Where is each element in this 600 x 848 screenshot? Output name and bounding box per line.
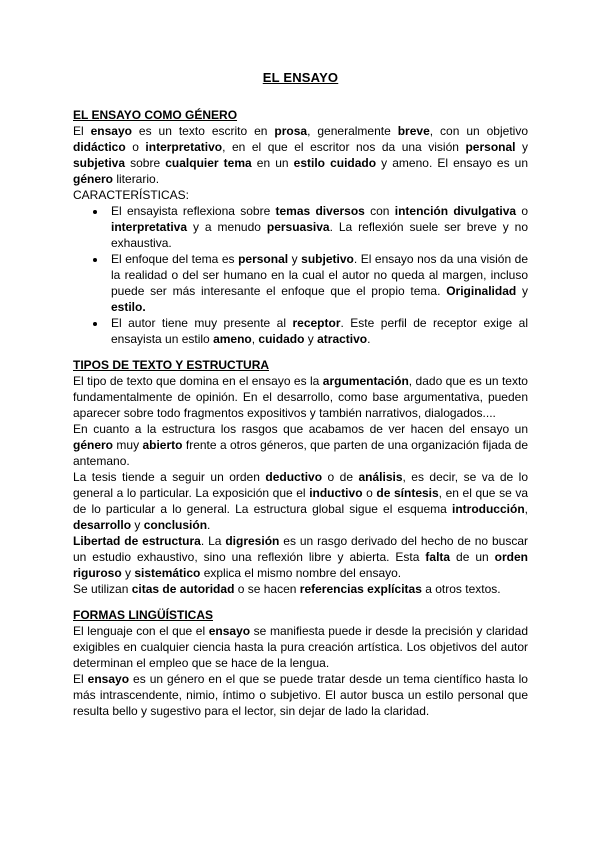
text-run: . El ensayo nos da una visión de la realidad o del ser humano en la cual el autor no queda al margen, incluso puede ser más interesante el enfoque que el propio tema. (111, 252, 529, 298)
text-run: o (516, 204, 528, 218)
paragraph (73, 123, 528, 187)
bold-term: introducción (451, 502, 525, 516)
text-run: y (516, 284, 528, 298)
bold-term: interpretativa (111, 220, 188, 234)
bold-term: cuidado (258, 332, 305, 346)
bold-term: deductivo (265, 470, 323, 484)
text-run: En cuanto a la estructura los rasgos que acabamos de ver hacen del ensayo un (73, 422, 528, 436)
text-run: es un texto escrito en (131, 124, 275, 138)
section-structure (73, 357, 528, 597)
bold-term: análisis (358, 470, 403, 484)
text-run: o se hacen (234, 582, 300, 596)
text-run: y ameno. El ensayo es un (376, 156, 529, 170)
section-heading: EL ENSAYO COMO GÉNERO (73, 108, 238, 122)
text-run: y (515, 140, 529, 154)
text-run: El (73, 124, 91, 138)
text-run: sobre (125, 156, 166, 170)
text-run: El lenguaje con el que el (73, 624, 209, 638)
bold-term: persuasiva (266, 220, 330, 234)
text-run: . (367, 332, 371, 346)
text-run: , en el que el escritor nos da una visión (222, 140, 466, 154)
section-heading: FORMAS LINGÜÍSTICAS (73, 608, 213, 622)
bold-term: abierto (142, 438, 183, 452)
bold-term: ensayo (208, 624, 251, 638)
section-genre (73, 107, 528, 347)
bold-term: atractivo (317, 332, 368, 346)
paragraph (73, 671, 528, 719)
section-heading: TIPOS DE TEXTO Y ESTRUCTURA (73, 358, 270, 372)
characteristics-label: CARACTERÍSTICAS: (73, 188, 190, 202)
bold-term: género (73, 172, 114, 186)
bold-term: argumentación (322, 374, 409, 388)
text-run: y a menudo (187, 220, 267, 234)
document-page (73, 70, 528, 719)
bold-term: cualquier tema (165, 156, 252, 170)
text-run: o (125, 140, 146, 154)
text-run: y (304, 332, 318, 346)
bold-term: subjetiva (73, 156, 126, 170)
bold-term: citas de autoridad (131, 582, 235, 596)
text-run: Se utilizan (73, 582, 132, 596)
text-run: El enfoque del tema es (111, 252, 239, 266)
bold-term: interpretativo (145, 140, 223, 154)
paragraph (73, 533, 528, 581)
bold-term: personal (465, 140, 516, 154)
bold-term: digresión (225, 534, 280, 548)
bold-term: de síntesis (376, 486, 439, 500)
text-run: , dado que es un texto fundamentalmente de opinión. En el desarrollo, como base argumentativa, pueden aparecer sobre todo fragmentos expositivos y también narrativos, dialogados.... (73, 374, 528, 420)
bold-term: ameno (213, 332, 252, 346)
text-run: se manifiesta puede ir desde la precisión y claridad exigibles en cualquier ciencia hasta la pura creación artística. Los objetivos del autor determinan el empleo que se hace de la lengua. (73, 624, 528, 670)
bold-term: Libertad de estructura (73, 534, 201, 548)
bold-term: intención divulgativa (394, 204, 517, 218)
document-title: EL ENSAYO (262, 70, 339, 85)
text-run: El tipo de texto que domina en el ensayo es la (73, 374, 323, 388)
bold-term: Originalidad (446, 284, 517, 298)
bold-term: sistemático (134, 566, 201, 580)
list-item (107, 315, 528, 347)
bold-term: didáctico (73, 140, 126, 154)
bold-term: prosa (274, 124, 308, 138)
text-run: El autor tiene muy presente al (111, 316, 293, 330)
paragraph (73, 623, 528, 671)
list-item (107, 203, 528, 251)
text-run: y (131, 518, 144, 532)
text-run: . La reflexión suele ser breve y no exhaustiva. (111, 220, 528, 250)
bold-term: estilo. (111, 300, 146, 314)
bold-term: ensayo (90, 124, 132, 138)
bold-term: falta (425, 550, 451, 564)
bold-term: orden riguroso (73, 550, 528, 580)
paragraph (73, 581, 528, 597)
text-run: El (73, 672, 88, 686)
text-run: o de (322, 470, 359, 484)
bold-term: personal (238, 252, 289, 266)
section-language (73, 607, 528, 719)
text-run: , con un objetivo (429, 124, 528, 138)
text-run: a otros textos. (421, 582, 501, 596)
bold-term: ensayo (87, 672, 130, 686)
text-run: y (121, 566, 135, 580)
bold-term: género (73, 438, 114, 452)
text-run: , en el que se va de lo particular a lo general. La estructura global sigue el esquema (73, 486, 529, 516)
text-run: , (524, 502, 528, 516)
bold-term: receptor (292, 316, 341, 330)
text-run: muy (113, 438, 143, 452)
text-run: La tesis tiende a seguir un orden (73, 470, 266, 484)
text-run: . (207, 518, 211, 532)
text-run: , generalmente (307, 124, 398, 138)
bold-term: estilo cuidado (293, 156, 377, 170)
text-run: El ensayista reflexiona sobre (111, 204, 276, 218)
text-run: en un (251, 156, 294, 170)
text-run: , es decir, se va de lo general a lo particular. La exposición que el (73, 470, 529, 500)
text-run: y (288, 252, 302, 266)
paragraph (73, 373, 528, 421)
bold-term: conclusión (143, 518, 208, 532)
paragraph (73, 469, 528, 533)
text-run: es un género en el que se puede tratar desde un tema científico hasta lo más intrascendente, nimio, íntimo o subjetivo. El autor busca un estilo personal que resulta bello y sugestivo para el lector, sin dejar de lado la claridad. (73, 672, 528, 718)
paragraph (73, 421, 528, 469)
bold-term: breve (397, 124, 430, 138)
text-run: explica el mismo nombre del ensayo. (200, 566, 402, 580)
text-run: , (251, 332, 259, 346)
text-run: de un (450, 550, 495, 564)
text-run: frente a otros géneros, que parten de una organización fijada de antemano. (73, 438, 528, 468)
text-run: . La (200, 534, 226, 548)
bold-term: inductivo (309, 486, 363, 500)
text-run: literario. (113, 172, 160, 186)
text-run: o (362, 486, 377, 500)
bold-term: subjetivo (301, 252, 354, 266)
text-run: con (364, 204, 395, 218)
characteristics-list (73, 203, 528, 347)
bold-term: desarrollo (73, 518, 132, 532)
bold-term: referencias explícitas (299, 582, 422, 596)
text-run: . Este perfil de receptor exige al ensayista un estilo (111, 316, 528, 346)
list-item (107, 251, 528, 315)
bold-term: temas diversos (275, 204, 365, 218)
text-run: es un rasgo derivado del hecho de no buscar un estudio exhaustivo, sino una reflexión libre y abierta. Esta (73, 534, 528, 564)
